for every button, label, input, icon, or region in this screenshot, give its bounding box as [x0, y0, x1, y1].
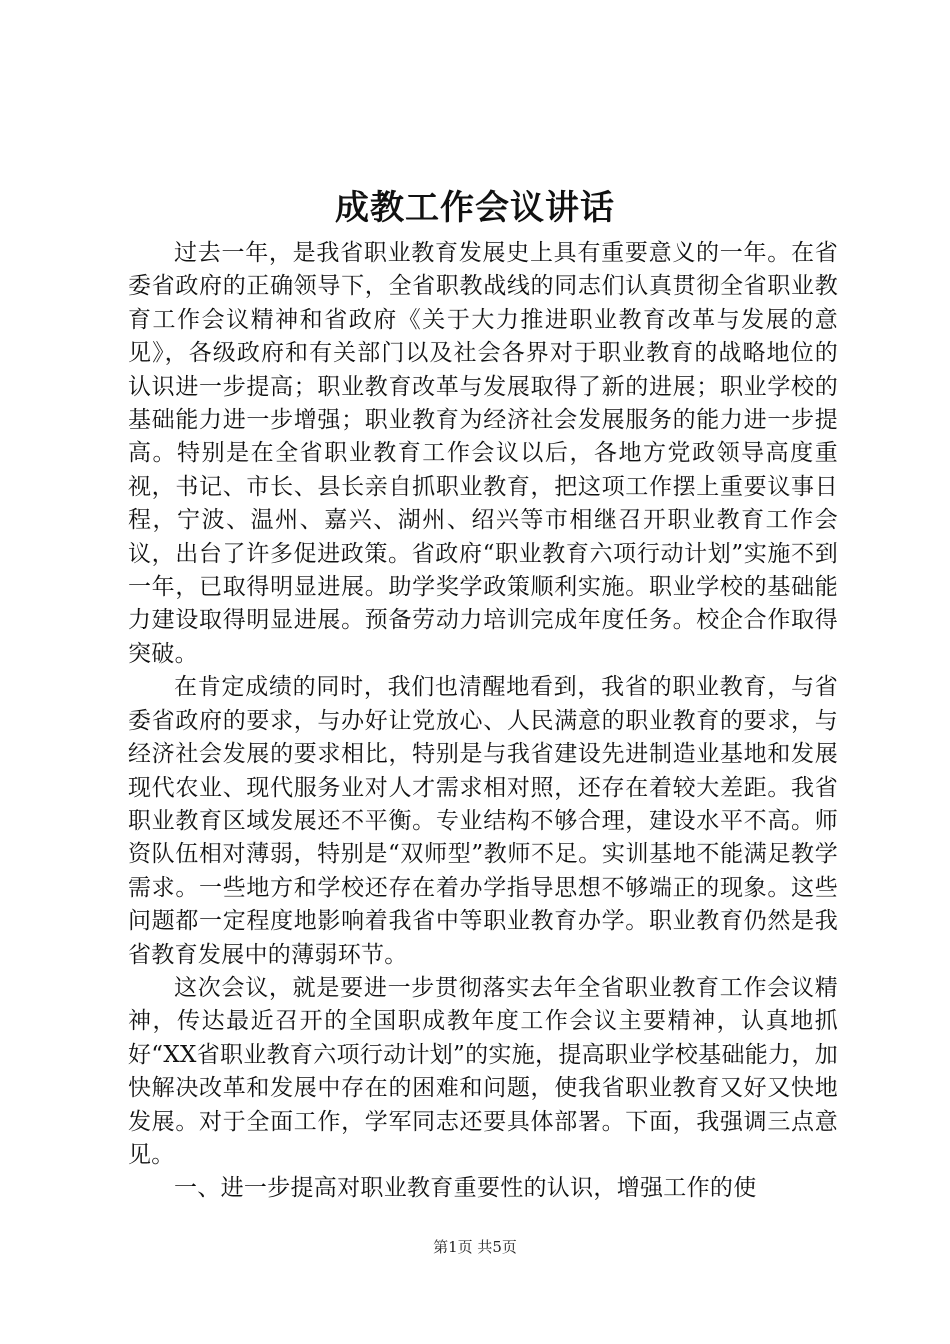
document-body: [128, 237, 838, 1206]
document-title: 成教工作会议讲话: [335, 188, 615, 228]
page-footer: 第1页 共5页: [433, 1238, 517, 1256]
paragraph-3: 这次会议，就是要进一步贯彻落实去年全省职业教育工作会议精神，传达最近召开的全国职成教年度工作会议主要精神，认真地抓好“XX省职业教育六项行动计划”的实施，提高职业学校基础能力，加快解决改革和发展中存在的困难和问题，使我省职业教育又好又快地发展。对于全面工作，学军同志还要具体部署。下面，我强调三点意见。: [128, 974, 838, 1168]
paragraph-2: 在肯定成绩的同时，我们也清醒地看到，我省的职业教育，与省委省政府的要求，与办好让党放心、人民满意的职业教育的要求，与经济社会发展的要求相比，特别是与我省建设先进制造业基地和发展现代农业、现代服务业对人才需求相对照，还存在着较大差距。我省职业教育区域发展还不平衡。专业结构不够合理，建设水平不高。师资队伍相对薄弱，特别是“双师型”教师不足。实训基地不能满足教学需求。一些地方和学校还存在着办学指导思想不够端正的现象。这些问题都一定程度地影响着我省中等职业教育办学。职业教育仍然是我省教育发展中的薄弱环节。: [128, 674, 838, 968]
paragraph-1: 过去一年，是我省职业教育发展史上具有重要意义的一年。在省委省政府的正确领导下，全省职教战线的同志们认真贯彻全省职业教育工作会议精神和省政府《关于大力推进职业教育改革与发展的意见》，各级政府和有关部门以及社会各界对于职业教育的战略地位的认识进一步提高；职业教育改革与发展取得了新的进展；职业学校的基础能力进一步增强；职业教育为经济社会发展服务的能力进一步提高。特别是在全省职业教育工作会议以后，各地方党政领导高度重视，书记、市长、县长亲自抓职业教育，把这项工作摆上重要议事日程，宁波、温州、嘉兴、湖州、绍兴等市相继召开职业教育工作会议，出台了许多促进政策。省政府“职业教育六项行动计划”实施不到一年，已取得明显进展。助学奖学政策顺利实施。职业学校的基础能力建设取得明显进展。预备劳动力培训完成年度任务。校企合作取得突破。: [128, 240, 838, 667]
paragraph-4: 一、进一步提高对职业教育重要性的认识，增强工作的使: [174, 1175, 757, 1202]
